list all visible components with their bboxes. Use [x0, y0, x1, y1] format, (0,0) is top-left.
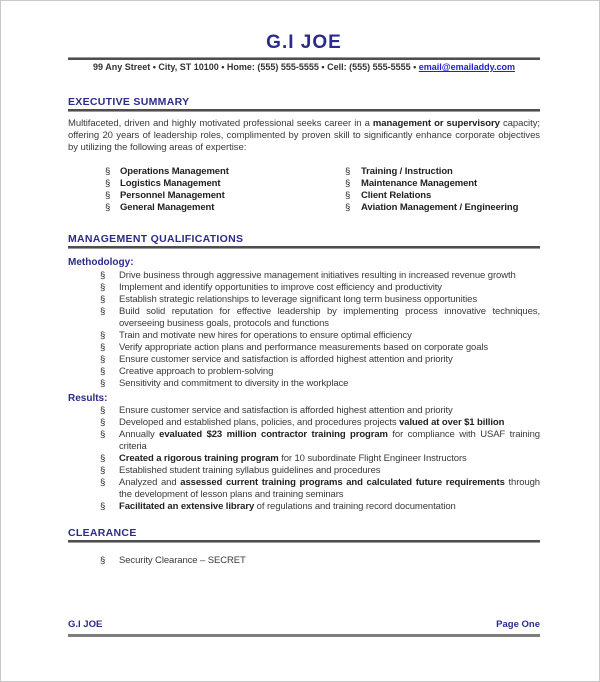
list-item [68, 282, 540, 294]
list-item [68, 465, 540, 477]
bullet-text [120, 166, 345, 178]
section-rule [68, 246, 540, 249]
bullet-text [119, 417, 540, 429]
bullet-text [119, 477, 540, 501]
list-item [345, 178, 540, 190]
list-item [68, 330, 540, 342]
bold-text-segment: Personnel Management [120, 190, 225, 201]
bold-text-segment: management or supervisory [372, 118, 500, 129]
bullet-text [120, 202, 345, 214]
list-item [68, 477, 540, 501]
footer-rule [68, 634, 540, 637]
bullet-text [361, 202, 540, 214]
section-heading-management-qualifications: MANAGEMENT QUALIFICATIONS [68, 233, 244, 245]
bold-text-segment: Logistics Management [120, 178, 221, 189]
text-segment: Verify appropriate action plans and performance measurements based on corporate goals [119, 342, 489, 353]
bold-text-segment: Operations Management [120, 166, 229, 177]
bullet-glyph: § [100, 306, 106, 317]
list-item [68, 270, 540, 282]
bold-text-segment: Aviation Management / Engineering [361, 202, 519, 213]
bold-text-segment: valued at over $1 billion [399, 417, 505, 428]
bullet-text [119, 270, 540, 282]
bullet-text [119, 465, 540, 477]
list-item [68, 501, 540, 513]
text-segment: Established student training syllabus guidelines and procedures [119, 465, 381, 476]
text-segment: Multifaceted, driven and highly motivated professional seeks career in a [68, 118, 373, 129]
list-item [68, 429, 540, 453]
bold-text-segment: Created a rigorous training program [119, 453, 279, 464]
list-item [68, 555, 540, 567]
text-segment: Implement and identify opportunities to improve cost efficiency and productivity [119, 282, 442, 293]
list-item [345, 190, 540, 202]
email-link[interactable]: email@emailaddy.com [418, 62, 515, 72]
text-segment: through the development of lesson plans and training seminars [119, 477, 540, 500]
bullet-glyph: § [100, 354, 106, 365]
bullet-glyph: § [105, 166, 111, 177]
bullet-glyph: § [100, 555, 106, 566]
bullet-glyph: § [345, 178, 351, 189]
text-segment: of regulations and training record documentation [254, 501, 456, 512]
methodology-label: Methodology: [68, 257, 134, 268]
list-item [68, 453, 540, 465]
header-rule [68, 57, 540, 60]
text-segment: Drive business through aggressive management initiatives resulting in increased revenue growth [119, 270, 516, 281]
bullet-glyph: § [100, 366, 106, 377]
section-heading-clearance: CLEARANCE [68, 527, 137, 539]
bullet-text [119, 342, 540, 354]
bullet-text [119, 501, 540, 513]
list-item [68, 366, 540, 378]
bullet-glyph: § [100, 465, 106, 476]
text-segment: Ensure customer service and satisfaction is afforded highest attention and priority [119, 354, 453, 365]
list-item [68, 342, 540, 354]
contact-text: 99 Any Street • City, ST 10100 • Home: (555) 555-5555 • Cell: (555) 555-5555 • [93, 62, 419, 72]
bullet-glyph: § [100, 270, 106, 281]
bold-text-segment: Client Relations [361, 190, 432, 201]
section-heading-executive-summary: EXECUTIVE SUMMARY [68, 96, 190, 108]
bullet-glyph: § [100, 378, 106, 389]
bold-text-segment: General Management [120, 202, 215, 213]
bold-text-segment: Training / Instruction [361, 166, 453, 177]
results-label: Results: [68, 393, 108, 404]
expertise-column-left [68, 166, 345, 214]
bullet-glyph: § [100, 417, 106, 428]
bullet-glyph: § [100, 453, 106, 464]
text-segment: Train and motivate new hires for operations to ensure optimal efficiency [119, 330, 412, 341]
bullet-text [119, 555, 540, 567]
bullet-text [119, 405, 540, 417]
expertise-column-right [345, 166, 540, 214]
text-segment: Build solid reputation for effective leadership by implementing process innovative techniques, overseeing business goals, protocols and functions [119, 306, 540, 329]
bullet-glyph: § [100, 429, 106, 440]
bullet-text [119, 354, 540, 366]
text-segment: Ensure customer service and satisfaction is afforded highest attention and priority [119, 405, 453, 416]
bold-text-segment: evaluated $23 million contractor training program [159, 429, 388, 440]
bullet-glyph: § [100, 330, 106, 341]
footer-name: G.I JOE [68, 619, 103, 630]
bullet-text [361, 178, 540, 190]
clearance-list [68, 555, 540, 567]
text-segment: Analyzed and [119, 477, 181, 488]
bullet-text [119, 294, 540, 306]
bullet-text [119, 429, 540, 453]
bullet-glyph: § [105, 202, 111, 213]
bullet-text [119, 306, 540, 330]
page-title: G.I JOE [266, 32, 342, 53]
section-rule [68, 109, 540, 112]
bullet-glyph: § [100, 405, 106, 416]
list-item [68, 294, 540, 306]
text-segment: Developed and established plans, policies, and procedures projects [119, 417, 400, 428]
expertise-list [68, 166, 540, 214]
bullet-glyph: § [100, 501, 106, 512]
list-item [68, 354, 540, 366]
list-item [68, 190, 345, 202]
list-item [68, 405, 540, 417]
footer-row [68, 619, 540, 631]
bullet-text [120, 178, 345, 190]
text-segment: Sensitivity and commitment to diversity in the workplace [119, 378, 349, 389]
text-segment: for compliance with USAF training criteria [119, 429, 540, 452]
bullet-text [361, 166, 540, 178]
text-segment: Security Clearance – SECRET [119, 555, 246, 566]
bullet-text [119, 366, 540, 378]
footer-page-number: Page One [496, 619, 540, 630]
list-item [68, 378, 540, 390]
bullet-glyph: § [105, 178, 111, 189]
list-item [68, 166, 345, 178]
list-item [68, 202, 345, 214]
bullet-text [119, 453, 540, 465]
bullet-text [119, 282, 540, 294]
list-item [68, 306, 540, 330]
list-item [345, 202, 540, 214]
bold-text-segment: assessed current training programs and calculated future requirements [180, 477, 505, 488]
bullet-glyph: § [100, 294, 106, 305]
bullet-text [119, 378, 540, 390]
list-item [345, 166, 540, 178]
bullet-glyph: § [105, 190, 111, 201]
page-footer [68, 619, 540, 637]
bullet-glyph: § [345, 166, 351, 177]
page-content [1, 33, 599, 567]
text-segment: Annually [119, 429, 160, 440]
text-segment: for 10 subordinate Flight Engineer Instructors [278, 453, 467, 464]
section-rule [68, 540, 540, 543]
bullet-text [120, 190, 345, 202]
bold-text-segment: Maintenance Management [361, 178, 478, 189]
bullet-glyph: § [100, 342, 106, 353]
list-item [68, 417, 540, 429]
bullet-glyph: § [100, 282, 106, 293]
bullet-text [361, 190, 540, 202]
bullet-glyph: § [345, 202, 351, 213]
bullet-glyph: § [345, 190, 351, 201]
text-segment: Establish strategic relationships to leverage significant long term business opportunities [119, 294, 478, 305]
bullet-glyph: § [100, 477, 106, 488]
methodology-list [68, 270, 540, 390]
results-list [68, 405, 540, 513]
summary-paragraph [68, 118, 540, 154]
text-segment: Creative approach to problem-solving [119, 366, 274, 377]
bold-text-segment: Facilitated an extensive library [119, 501, 255, 512]
contact-line [68, 62, 540, 73]
list-item [68, 178, 345, 190]
bullet-text [119, 330, 540, 342]
text-segment: capacity; offering 20 years of leadership roles, complimented by proven skill to significantly enhance corporate objectives by utilizing the following areas of expertise: [68, 118, 540, 153]
